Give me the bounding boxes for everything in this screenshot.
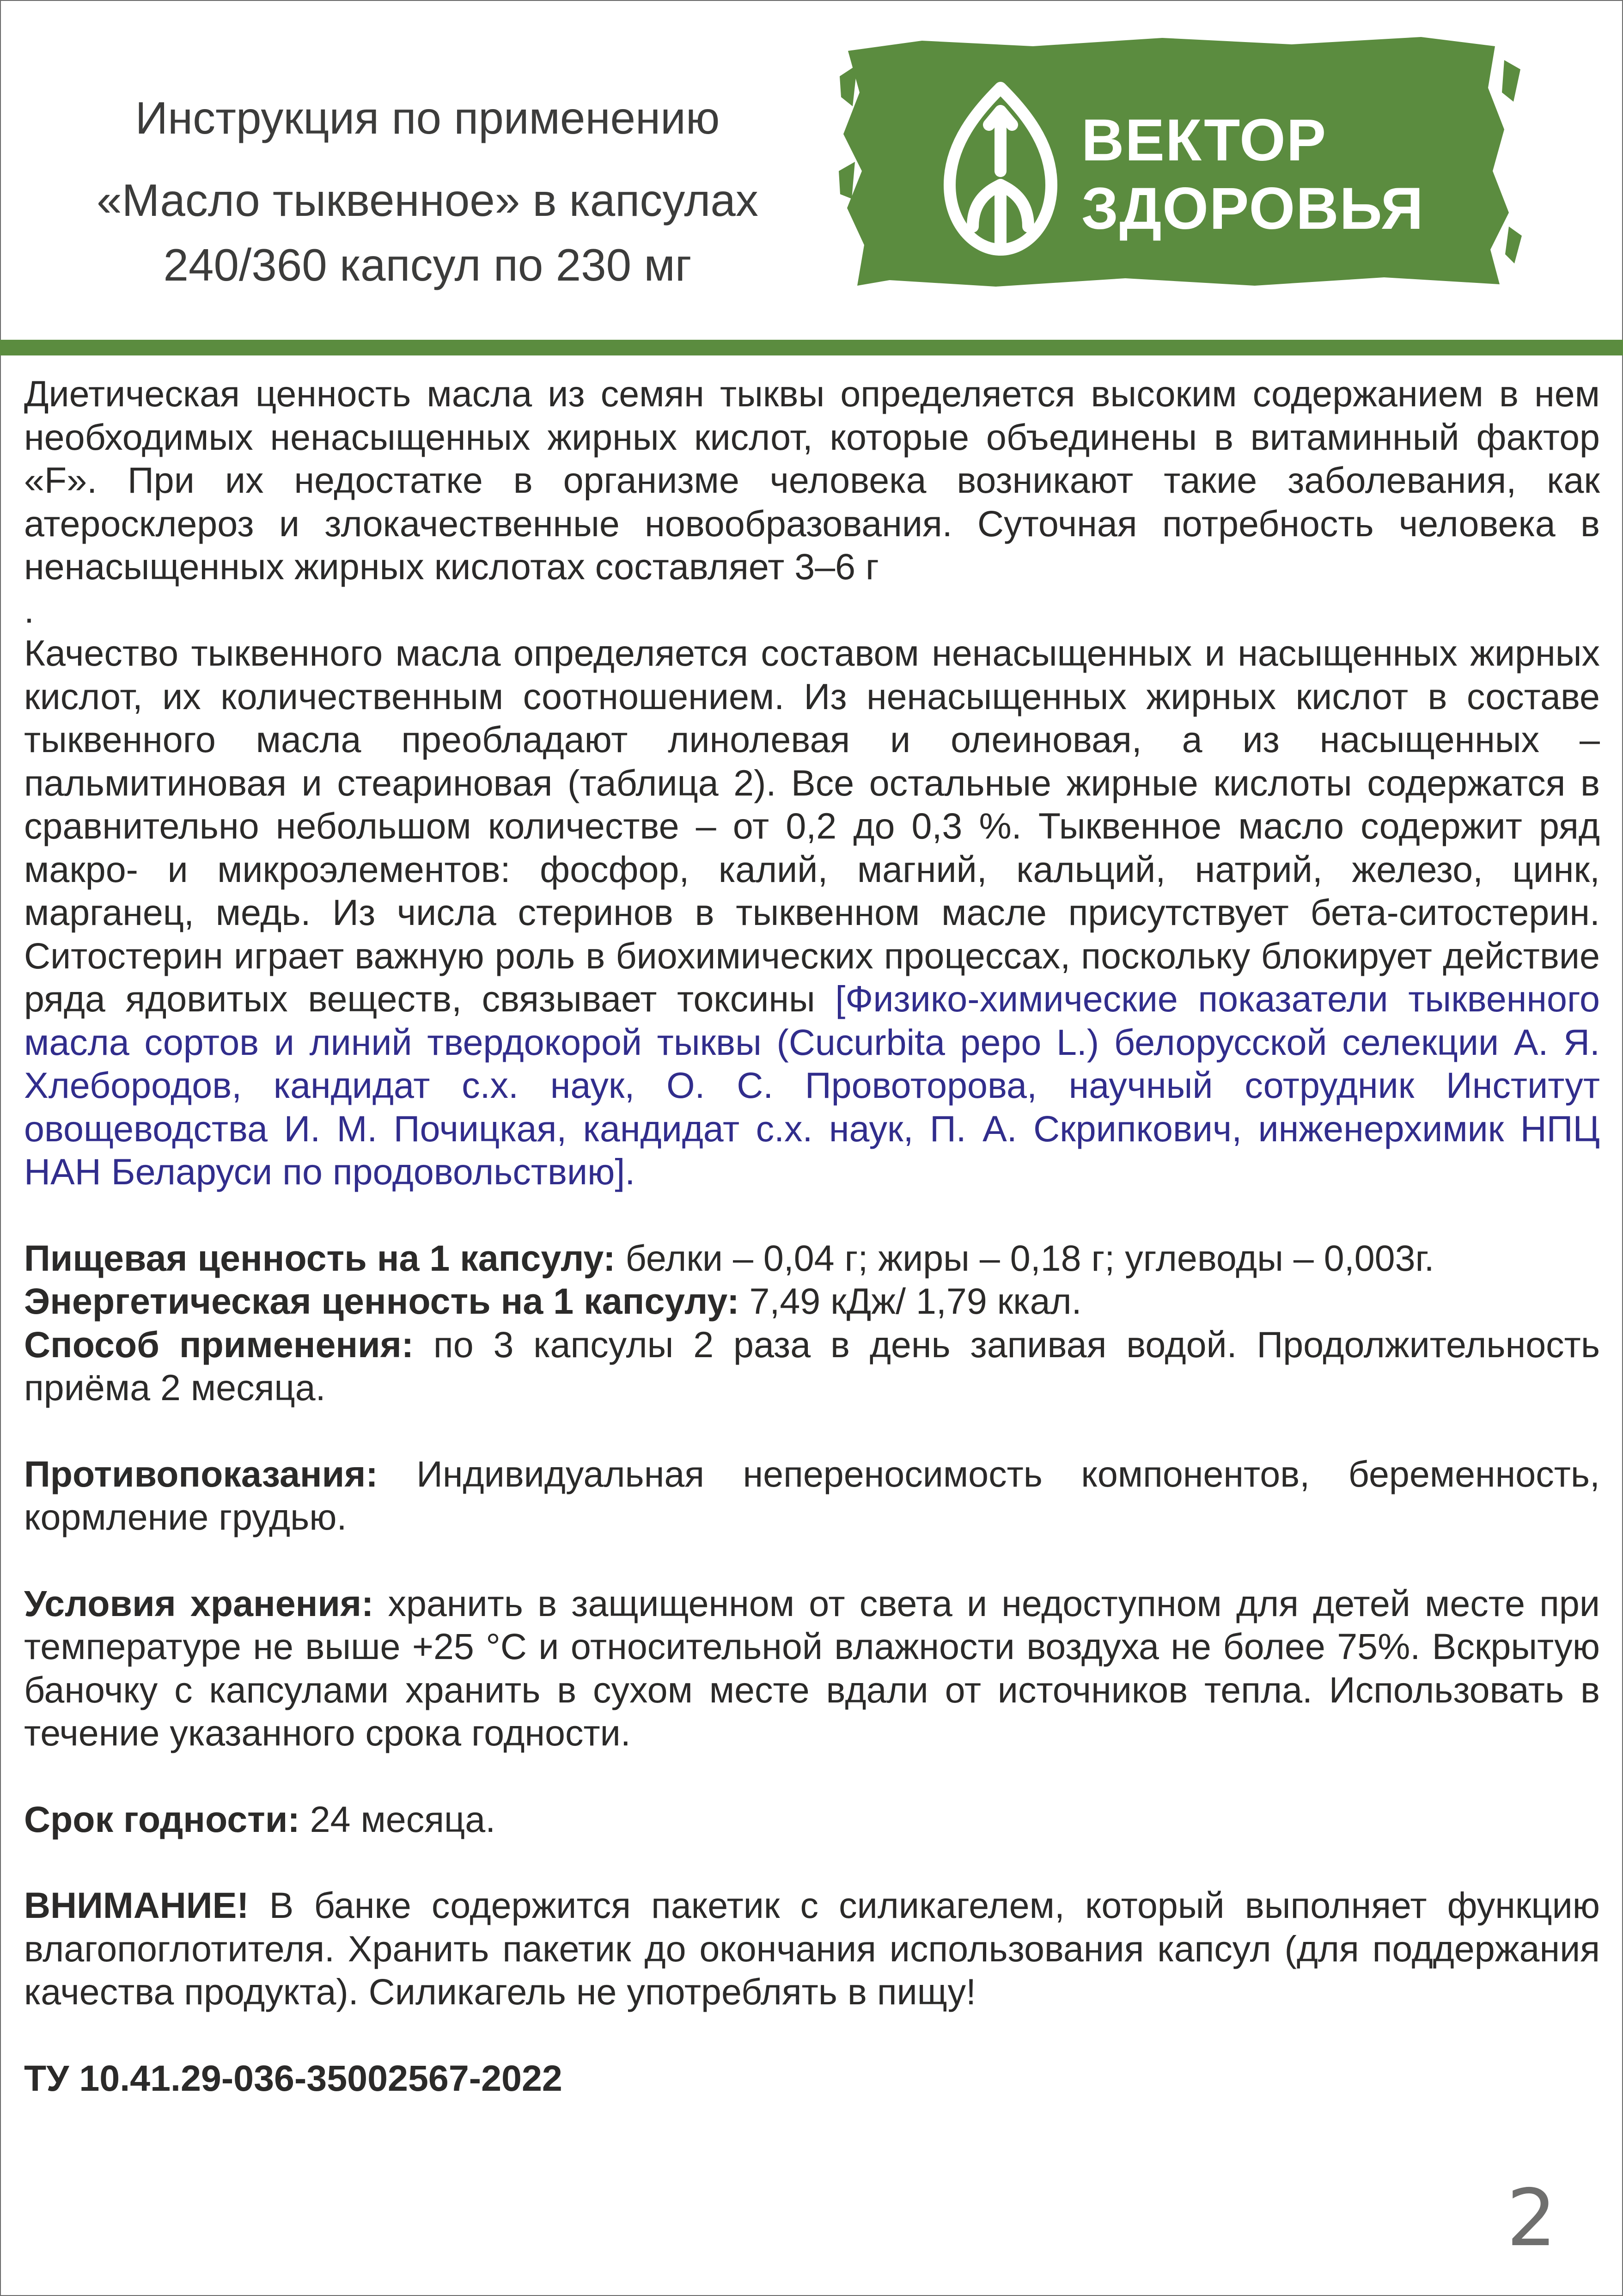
page-number: 2 [1507,2173,1557,2264]
stray-dot: . [24,589,34,631]
header-divider [0,340,1623,355]
contraindications-label: Противопоказания: [24,1453,378,1494]
logo-line-1: ВЕКТОР [1081,107,1327,173]
warning-line [24,1884,1600,2014]
brand-logo [839,32,1523,291]
storage-line [24,1582,1600,1755]
title-line-3: 240/360 капсул по 230 мг [163,239,692,290]
storage-value: хранить в защищенном от света и недоступном для детей месте при температуре не выше +25 °С и относительной влажности воздуха не более 75%. Вскрытую баночку с капсулами хранить в сухом месте вдали от источников тепла. Использовать в течение указанного срока годности. [24,1582,1600,1753]
title-line-1: Инструкция по применению [135,92,720,143]
energy-line [24,1280,1600,1323]
oil-quality-text: Качество тыквенного масла определяется составом ненасыщенных и насыщенных жирных кислот, их количественным соотношением. Из ненасыщенных жирных кислот в составе тыквенного масла преобладают линолевая и олеиновая, а из насыщенных – пальмитиновая и стеариновая (таблица 2). Все остальные жирные кислоты содержатся в сравнительно небольшом количестве – от 0,2 до 0,3 %. Тыквенное масло содержит ряд макро- и микроэлементов: фосфор, калий, магний, кальций, натрий, железо, цинк, марганец, медь. Из числа стеринов в тыквенном масле присутствует бета-ситостерин. Ситостерин играет важную роль в биохимических процессах, поскольку блокирует действие ряда ядовитых веществ, связывает токсины [24,632,1600,1019]
contraindications-value: Индивидуальная непереносимость компонентов, беременность, кормление грудью. [24,1453,1600,1537]
shelf-life-value: 24 месяца. [310,1798,496,1840]
usage-line [24,1323,1600,1409]
reference-citation: [Физико-химические показатели тыквенного масла сортов и линий твердокорой тыквы (Cucurbita pepo L.) белорусской селекции А. Я. Хлебородов, кандидат с.х. наук, О. С. Провоторова, научный сотрудник Институт овощеводства И. М. Почицкая, кандидат с.х. наук, П. А. Скрипкович, инженерхимик НПЦ НАН Беларуси по продовольствию]. [24,978,1600,1192]
tu-code: ТУ 10.41.29-036-35002567-2022 [24,2057,562,2099]
usage-label: Способ применения: [24,1323,414,1365]
usage-value: по 3 капсулы 2 раза в день запивая водой. Продолжительность приёма 2 месяца. [24,1323,1600,1408]
paragraph-dietary-value: Диетическая ценность масла из семян тыквы определяется высоким содержанием в нем необходимых ненасыщенных жирных кислот, которые объединены в витаминный фактор «F». При их недостатке в организме человека возникают такие заболевания, как атеросклероз и злокачественные новообразования. Суточная потребность человека в ненасыщенных жирных кислотах составляет 3–6 г [24,373,1600,587]
energy-label: Энергетическая ценность на 1 капсулу: [24,1280,739,1322]
nutrition-value: белки – 0,04 г; жиры – 0,18 г; углеводы – 0,003г. [625,1237,1434,1279]
storage-label: Условия хранения: [24,1582,374,1624]
shelf-life-label: Срок годности: [24,1798,300,1840]
technical-conditions [24,2057,1600,2100]
logo-line-2: ЗДОРОВЬЯ [1081,176,1424,242]
nutrition-label: Пищевая ценность на 1 капсулу: [24,1237,616,1279]
shelf-life-line [24,1798,1600,1841]
instruction-body [24,372,1600,2100]
nutrition-line [24,1237,1600,1280]
warning-label: ВНИМАНИЕ! [24,1885,249,1926]
contraindications-line [24,1452,1600,1539]
title-line-2: «Масло тыквенное» в капсулах [97,175,758,226]
logo-wordmark [1081,106,1424,243]
warning-value: В банке содержится пакетик с силикагелем, который выполняет функцию влагопоглотителя. Хранить пакетик до окончания использования капсул (для поддержания качества продукта). Силикагель не употреблять в пищу! [24,1885,1600,2012]
paragraph-oil-quality [24,631,1600,1194]
document-title [60,86,795,297]
energy-value: 7,49 кДж/ 1,79 ккал. [749,1280,1082,1322]
